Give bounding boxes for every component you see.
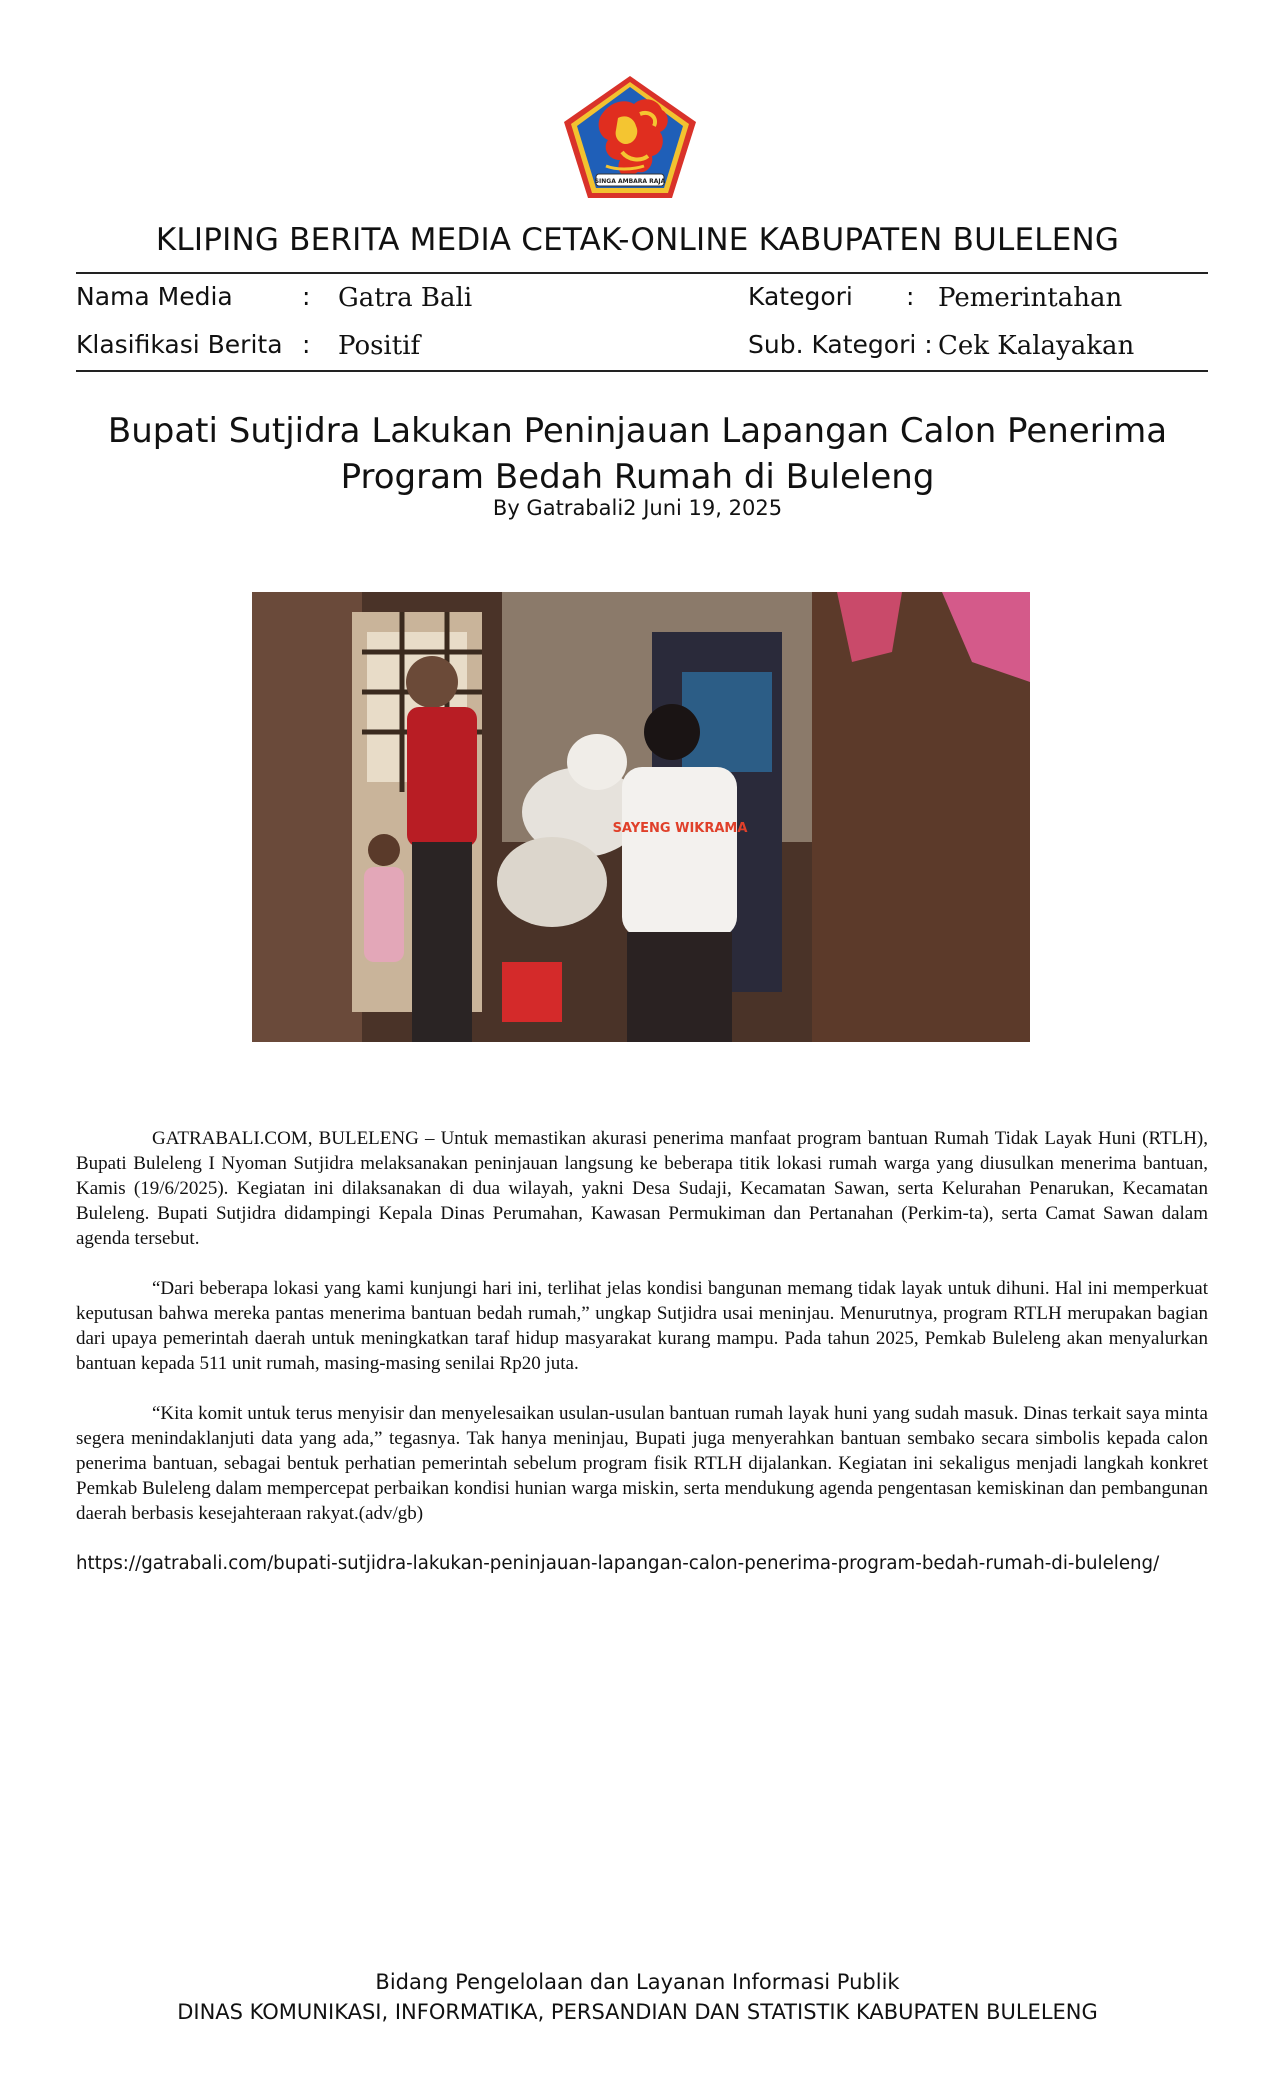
footer-agency: DINAS KOMUNIKASI, INFORMATIKA, PERSANDIAN DAN STATISTIK KABUPATEN BULELENG xyxy=(177,2000,1098,2024)
media-name-value: Gatra Bali xyxy=(338,283,473,313)
article-photo xyxy=(252,592,1030,1042)
category-value: Pemerintahan xyxy=(938,283,1123,313)
subcategory-value: Cek Kalayakan xyxy=(938,331,1135,361)
clipping-header-title: KLIPING BERITA MEDIA CETAK-ONLINE KABUPATEN BULELENG xyxy=(155,222,1120,258)
article-body xyxy=(76,1126,1208,1551)
news-classification-colon: : xyxy=(302,330,311,359)
logo-motto: SINGA AMBARA RAJA xyxy=(594,178,666,185)
media-name-label: Nama Media xyxy=(76,282,233,311)
article-title-line-1: Bupati Sutjidra Lakukan Peninjauan Lapangan Calon Penerima xyxy=(107,411,1168,451)
subcategory-label: Sub. Kategori : xyxy=(748,330,933,359)
category-label: Kategori xyxy=(748,282,853,311)
news-classification-label: Klasifikasi Berita xyxy=(76,330,283,359)
header-divider-top xyxy=(76,272,1208,274)
article-byline: By Gatrabali2 Juni 19, 2025 xyxy=(492,496,783,520)
media-name-colon: : xyxy=(302,282,311,311)
source-url-link[interactable]: https://gatrabali.com/bupati-sutjidra-lakukan-peninjauan-lapangan-calon-penerima-program-bedah-rumah-di-buleleng/ xyxy=(76,1553,1160,1574)
article-title xyxy=(100,408,1175,500)
article-paragraph-3: “Kita komit untuk terus menyisir dan menyelesaikan usulan-usulan bantuan rumah layak huni yang sudah masuk. Dinas terkait saya minta segera menindaklanjuti data yang ada,” tegasnya. Tak hanya meninjau, Bupati juga menyerahkan bantuan sembako secara simbolis kepada calon penerima bantuan, sebagai bentuk perhatian pemerintah sebelum program fisik RTLH dijalankan. Kegiatan ini sekaligus menjadi langkah konkret Pemkab Buleleng dalam mempercepat perbaikan kondisi hunian warga miskin, serta mendukung agenda pengentasan kemiskinan dan pembangunan daerah berbasis kesejahteraan rakyat.(adv/gb) xyxy=(76,1403,1208,1524)
news-classification-value: Positif xyxy=(338,331,421,361)
article-paragraph-2: “Dari beberapa lokasi yang kami kunjungi hari ini, terlihat jelas kondisi bangunan memang tidak layak untuk dihuni. Hal ini memperkuat keputusan bahwa mereka pantas menerima bantuan bedah rumah,” ungkap Sutjidra usai meninjau. Menurutnya, program RTLH merupakan bagian dari upaya pemerintah daerah untuk meningkatkan taraf hidup masyarakat kurang mampu. Pada tahun 2025, Pemkab Buleleng akan menyalurkan bantuan kepada 511 unit rumah, masing-masing senilai Rp20 juta. xyxy=(76,1278,1208,1374)
article-paragraph-1: GATRABALI.COM, BULELENG – Untuk memastikan akurasi penerima manfaat program bantuan Rumah Tidak Layak Huni (RTLH), Bupati Buleleng I Nyoman Sutjidra melaksanakan peninjauan langsung ke beberapa titik lokasi rumah warga yang diusulkan menerima bantuan, Kamis (19/6/2025). Kegiatan ini dilaksanakan di dua wilayah, yakni Desa Sudaji, Kecamatan Sawan, serta Kelurahan Penarukan, Kecamatan Buleleng. Bupati Sutjidra didampingi Kepala Dinas Perumahan, Kawasan Permukiman dan Pertanahan (Perkim-ta), serta Camat Sawan dalam agenda tersebut. xyxy=(76,1128,1208,1249)
header-divider-bottom xyxy=(76,370,1208,372)
photo-shirt-text: SAYENG WIKRAMA xyxy=(612,821,748,836)
footer-division: Bidang Pengelolaan dan Layanan Informasi Publik xyxy=(375,1970,900,1994)
buleleng-regency-crest-icon xyxy=(562,74,698,200)
article-title-line-2: Program Bedah Rumah di Buleleng xyxy=(340,457,935,497)
category-colon: : xyxy=(906,282,915,311)
